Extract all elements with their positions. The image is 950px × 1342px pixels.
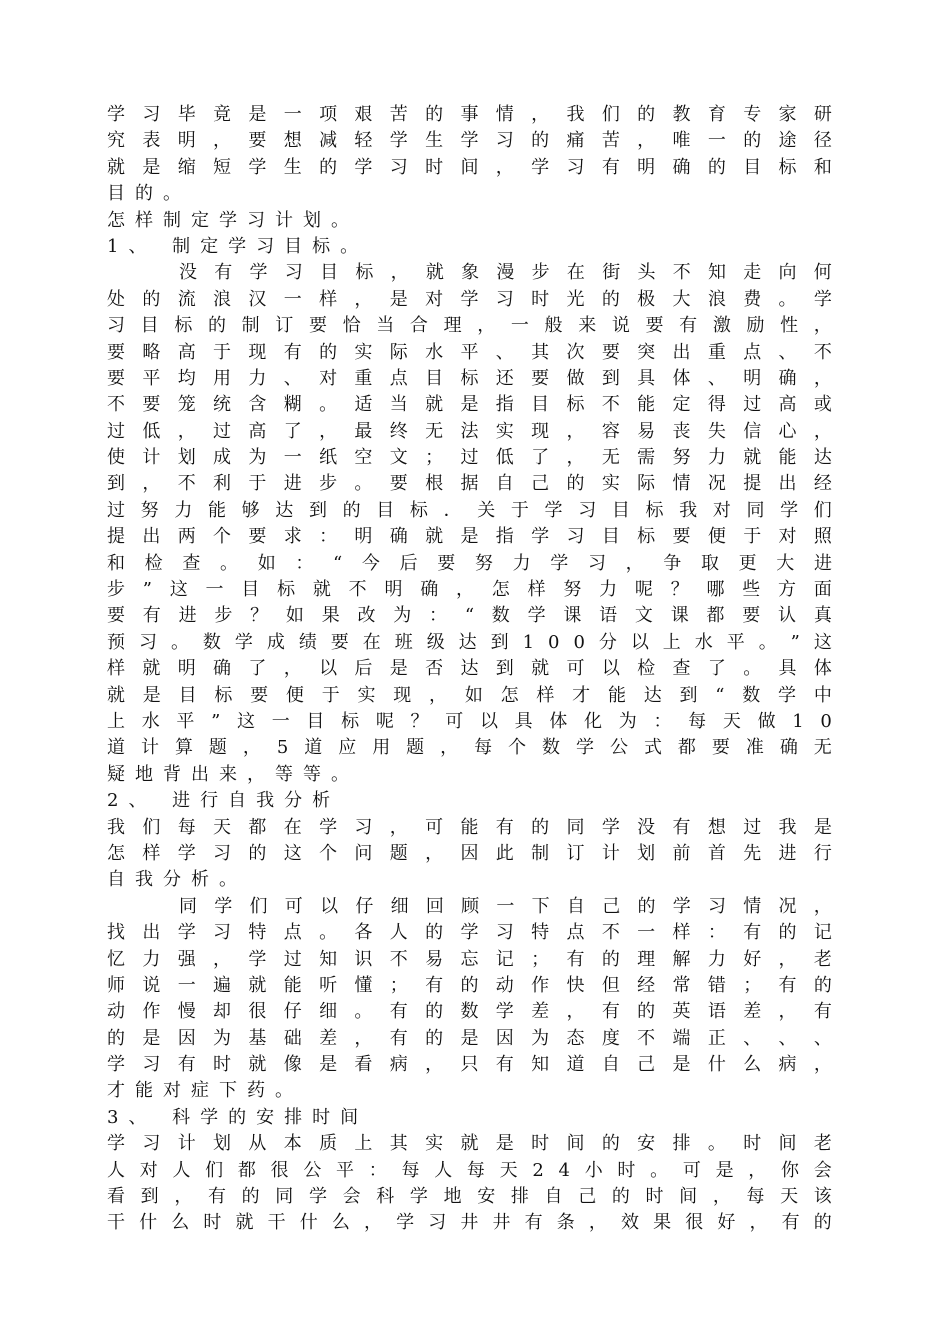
section-heading: 1、 制定学习目标。 [107,235,369,257]
text-line: 处 的 流 浪 汉 一 样 ， 是 对 学 习 时 光 的 极 大 浪 费 。 学 [107,288,832,310]
text-line: 道 计 算 题 ， 5 道 应 用 题 ， 每 个 数 学 公 式 都 要 准 确 无 [107,737,832,759]
text-line: 就 是 目 标 要 便 于 实 现 ， 如 怎 样 才 能 达 到 “ 数 学 中 [107,684,832,706]
section-heading: 2、 进行自我分析 [107,790,341,812]
text-line: 学 习 有 时 就 像 是 看 病 ， 只 有 知 道 自 己 是 什 么 病 ， [107,1054,832,1076]
section-heading: 怎样制定学习计划。 [107,209,359,231]
section-heading: 3、 科学的安排时间 [107,1106,369,1128]
text-line: 的 是 因 为 基 础 差 ， 有 的 是 因 为 态 度 不 端 正 、 、 、 [107,1027,832,1049]
text-line: 师 说 一 遍 就 能 听 懂 ； 有 的 动 作 快 但 经 常 错 ； 有 的 [107,974,832,996]
text-line: 学 习 计 划 从 本 质 上 其 实 就 是 时 间 的 安 排 。 时 间 老 [107,1133,832,1155]
text-line: 到 ， 不 利 于 进 步 。 要 根 据 自 己 的 实 际 情 况 提 出 经 [107,473,832,495]
text-line: 和 检 查 。 如 ： “ 今 后 要 努 力 学 习 ， 争 取 更 大 进 [107,552,832,574]
text-line: 人 对 人 们 都 很 公 平 ： 每 人 每 天 2 4 小 时 。 可 是 ， 你 会 [107,1159,832,1181]
text-line: 学 习 毕 竟 是 一 项 艰 苦 的 事 情 ， 我 们 的 教 育 专 家 研 [107,104,832,125]
text-line: 就 是 缩 短 学 生 的 学 习 时 间 ， 学 习 有 明 确 的 目 标 和 [107,156,832,178]
text-line: 过 低 ， 过 高 了 ， 最 终 无 法 实 现 ， 容 易 丧 失 信 心 ， [107,420,832,442]
document-body [107,102,832,1237]
text-line: 自我分析。 [107,869,247,891]
text-line: 我 们 每 天 都 在 学 习 ， 可 能 有 的 同 学 没 有 想 过 我 是 [107,816,832,838]
text-line: 要 有 进 步 ？ 如 果 改 为 ： “ 数 学 课 语 文 课 都 要 认 真 [107,605,832,627]
text-line: 疑地背出来，等等。 [107,763,359,785]
text-line: 使 计 划 成 为 一 纸 空 文 ； 过 低 了 ， 无 需 努 力 就 能 达 [107,447,832,469]
text-line: 上 水 平 ” 这 一 目 标 呢 ？ 可 以 具 体 化 为 ： 每 天 做 1 0 [107,710,832,732]
text-line: 怎 样 学 习 的 这 个 问 题 ， 因 此 制 订 计 划 前 首 先 进 行 [107,842,832,864]
text-line: 干 什 么 时 就 干 什 么 ， 学 习 井 井 有 条 ， 效 果 很 好 ， 有 的 [107,1212,832,1234]
text-line: 找 出 学 习 特 点 。 各 人 的 学 习 特 点 不 一 样 ： 有 的 记 [107,922,832,944]
text-line: 预 习 。 数 学 成 绩 要 在 班 级 达 到 1 0 0 分 以 上 水 平 。 ” 这 [107,631,832,653]
text-line: 看 到 ， 有 的 同 学 会 科 学 地 安 排 自 己 的 时 间 ， 每 天 该 [107,1186,832,1208]
text-line: 忆 力 强 ， 学 过 知 识 不 易 忘 记 ； 有 的 理 解 力 好 ， 老 [107,948,832,970]
text-line: 步 ” 这 一 目 标 就 不 明 确 ， 怎 样 努 力 呢 ？ 哪 些 方 面 [107,579,832,601]
text-line: 样 就 明 确 了 ， 以 后 是 否 达 到 就 可 以 检 查 了 。 具 体 [107,658,832,680]
text-line: 提 出 两 个 要 求 ： 明 确 就 是 指 学 习 目 标 要 便 于 对 照 [107,526,832,548]
text-line: 过 努 力 能 够 达 到 的 目 标 ． 关 于 学 习 目 标 我 对 同 学 们 [107,499,832,521]
text-line: 目的。 [107,183,191,205]
text-line: 习 目 标 的 制 订 要 恰 当 合 理 ， 一 般 来 说 要 有 激 励 性 ， [107,315,832,337]
text-line: 要 略 高 于 现 有 的 实 际 水 平 、 其 次 要 突 出 重 点 、 不 [107,341,832,363]
text-line: 不 要 笼 统 含 糊 。 适 当 就 是 指 目 标 不 能 定 得 过 高 或 [107,394,832,416]
text-line: 没 有 学 习 目 标 ， 就 象 漫 步 在 街 头 不 知 走 向 何 [179,262,832,284]
text-line: 动 作 慢 却 很 仔 细 。 有 的 数 学 差 ， 有 的 英 语 差 ， 有 [107,1001,832,1023]
text-line: 究 表 明 ， 要 想 减 轻 学 生 学 习 的 痛 苦 ， 唯 一 的 途 径 [107,130,832,152]
text-line: 要 平 均 用 力 、 对 重 点 目 标 还 要 做 到 具 体 、 明 确 ， [107,367,832,389]
text-line: 同 学 们 可 以 仔 细 回 顾 一 下 自 己 的 学 习 情 况 ， [179,895,832,917]
text-line: 才能对症下药。 [107,1080,303,1102]
